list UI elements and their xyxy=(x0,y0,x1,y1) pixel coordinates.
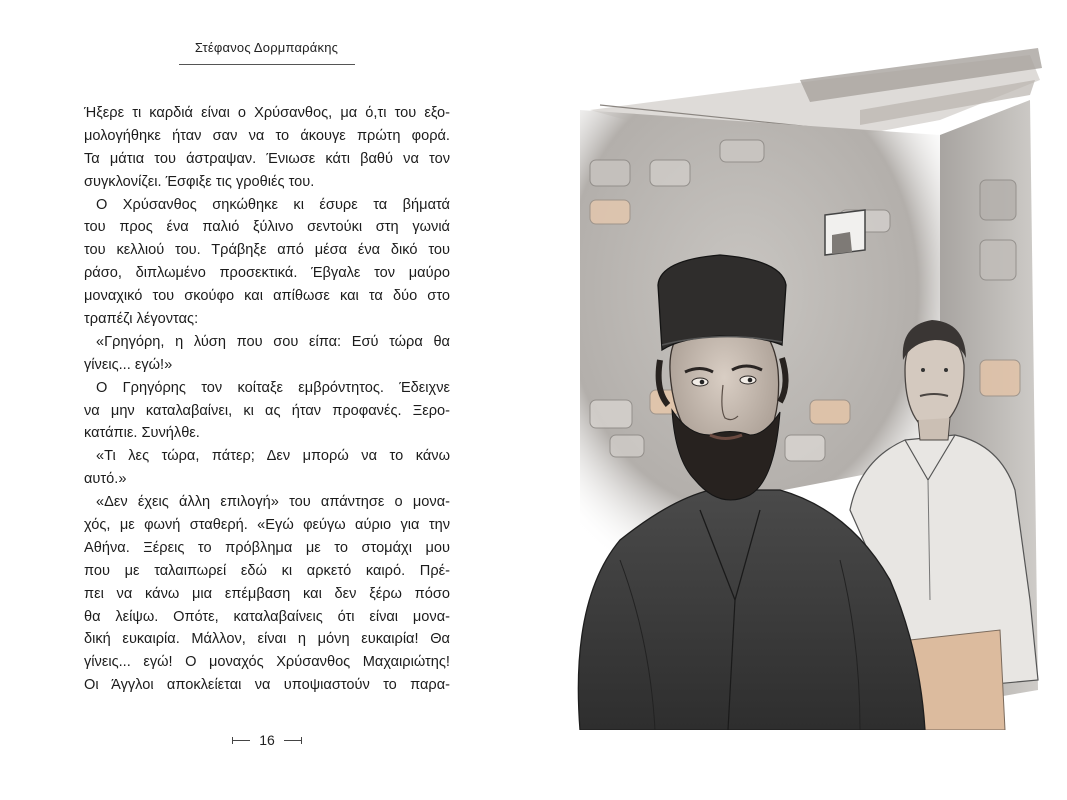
text-line-content: θα λείψω. Οπότε, καταλαβαίνεις ότι είναι μονα- xyxy=(84,608,450,625)
text-line-content: «Γρηγόρη, η λύση που σου είπα: Εσύ τώρα θα xyxy=(96,333,450,350)
text-line xyxy=(84,377,450,400)
illustration xyxy=(560,40,1067,730)
text-line-content: Ήξερε τι καρδιά είναι ο Χρύσανθος, μα ό,τι του εξο- xyxy=(84,105,450,121)
text-line-content: ράσο, διπλωμένο προσεκτικά. Έβγαλε τον μαύρο xyxy=(84,265,450,282)
text-line-content: Αθήνα. Ξέρεις το πρόβλημα με το στομάχι μου xyxy=(84,539,450,556)
page-footer xyxy=(222,730,312,750)
text-line-content: «Τι λες τώρα, πάτερ; Δεν μπορώ να το κάνω xyxy=(96,448,450,465)
text-line xyxy=(84,422,450,445)
text-line-content: δική ευκαιρία. Μάλλον, είναι η μόνη ευκαιρία! Θα xyxy=(84,631,450,648)
folio-dash-left xyxy=(232,740,250,741)
text-line xyxy=(84,331,450,354)
text-line-content: αυτό.» xyxy=(84,471,127,488)
text-line xyxy=(84,171,450,194)
header-rule xyxy=(160,60,373,68)
text-line xyxy=(84,125,450,148)
text-line xyxy=(84,148,450,171)
text-line xyxy=(84,285,450,308)
watercolor-illustration xyxy=(560,40,1067,730)
text-line-content: να μην καταλαβαίνει, κι ας ήταν προφανές. Ξερο- xyxy=(84,402,450,419)
text-line xyxy=(84,194,450,217)
running-header xyxy=(160,40,373,68)
text-line-content: συγκλονίζει. Έσφιξε τις γροθιές του. xyxy=(84,173,315,190)
text-line-content: «Δεν έχεις άλλη επιλογή» του απάντησε ο μονα- xyxy=(96,494,450,511)
page-number: 16 xyxy=(259,732,275,748)
text-line-content: γίνεις... εγώ!» xyxy=(84,356,173,373)
text-line-content: μολογήθηκε ήταν σαν να το άκουγε πρώτη φορά. xyxy=(84,127,450,144)
body-text xyxy=(84,102,450,697)
text-line xyxy=(84,445,450,468)
text-line xyxy=(84,583,450,606)
text-line xyxy=(84,354,450,377)
text-line-content: του προς ένα παλιό ξύλινο σεντούκι στη γωνιά xyxy=(84,219,450,236)
text-line xyxy=(84,468,450,491)
text-line-content: του κελλιού του. Τράβηξε από μέσα ένα δικό του xyxy=(84,242,450,259)
text-line xyxy=(84,514,450,537)
text-line xyxy=(84,674,450,697)
rule-segment-left xyxy=(179,64,267,65)
text-line-content: πει να κάνω μια επέμβαση και δεν ξέρω πόσο xyxy=(84,585,450,602)
author-name: Στέφανος Δορμπαράκης xyxy=(194,40,339,55)
text-line-content: γίνεις... εγώ! Ο μοναχός Χρύσανθος Μαχαιριώτης! xyxy=(84,654,450,671)
text-line xyxy=(84,308,450,331)
text-line-content: μοναχικό του σκούφο και απίθωσε και τα δύο στο xyxy=(84,288,450,305)
text-line-content: τραπέζι λέγοντας: xyxy=(84,311,199,328)
text-line xyxy=(84,262,450,285)
text-line xyxy=(84,102,450,125)
text-line-content: Ο Γρηγόρης τον κοίταξε εμβρόντητος. Έδειχνε xyxy=(96,379,450,396)
text-line xyxy=(84,606,450,629)
text-line xyxy=(84,628,450,651)
text-line xyxy=(84,537,450,560)
text-line xyxy=(84,400,450,423)
text-line-content: Οι Άγγλοι αποκλείεται να υποψιαστούν το παρα- xyxy=(84,677,450,694)
text-line-content: Τα μάτια του άστραψαν. Ένιωσε κάτι βαθύ να τον xyxy=(84,150,450,167)
text-line xyxy=(84,560,450,583)
folio-dash-right xyxy=(284,740,302,741)
text-line-content: κατάπιε. Συνήλθε. xyxy=(84,425,200,442)
text-line-content: χός, με φωνή σταθερή. «Εγώ φεύγω αύριο για την xyxy=(84,517,450,534)
rule-segment-right xyxy=(267,64,355,65)
text-line-content: που με ταλαιπωρεί εδώ κι αρκετό καιρό. Πρέ- xyxy=(84,562,450,579)
text-line-content: Ο Χρύσανθος σηκώθηκε κι έσυρε τα βήματά xyxy=(96,196,450,213)
text-line xyxy=(84,216,450,239)
text-line xyxy=(84,239,450,262)
text-line xyxy=(84,651,450,674)
text-line xyxy=(84,491,450,514)
